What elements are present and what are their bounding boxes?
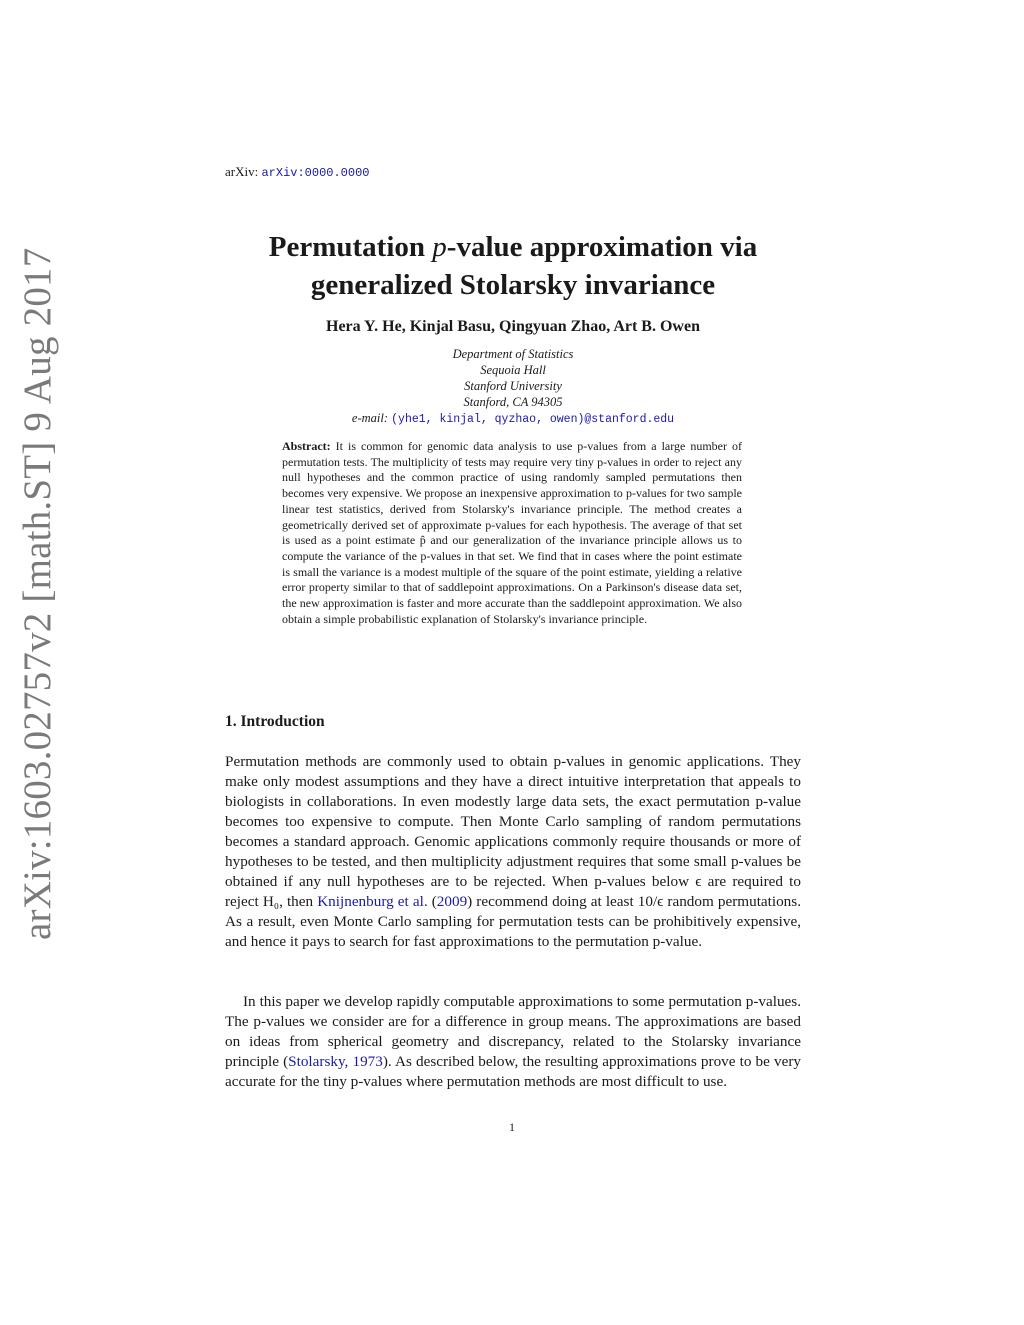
arxiv-identifier-line: [225, 164, 801, 180]
author-list: Hera Y. He, Kinjal Basu, Qingyuan Zhao, Art B. Owen: [326, 318, 700, 335]
affil-department: Department of Statistics: [452, 347, 574, 361]
affil-city: Stanford, CA 94305: [463, 395, 563, 409]
affil-email-line: [225, 410, 801, 428]
page-number: 1: [509, 1120, 515, 1134]
abstract-label: Abstract:: [282, 439, 331, 453]
arxiv-label: arXiv:: [225, 164, 259, 179]
abstract: [282, 439, 742, 627]
title-line-2: generalized Stolarsky invariance: [310, 269, 716, 301]
email-label: e-mail:: [351, 411, 389, 425]
affiliation-block: [225, 346, 801, 428]
intro-paragraph-1: Permutation methods are commonly used to obtain p-values in genomic applications. They make only modest assumptions and they have a direct intuitive interpretation that appeals to biologists in collaborations. In even modestly large data sets, the exact permutation p-value becomes too expensive to compute. Then Monte Carlo sampling of random permutations becomes a standard approach. Genomic applications commonly require thousands or more of hypotheses to be tested, and then multiplicity adjustment requires that some small p-values be obtained if any null hypotheses are to be rejected. When p-values below ϵ are required to reject H₀, then Knijnenburg et al. (2009) recommend doing at least 10/ϵ random permutations. As a result, even Monte Carlo sampling for permutation tests can be prohibitively expensive, and hence it pays to search for fast approximations to the permutation p-value.: [225, 753, 801, 950]
intro-paragraph-2: In this paper we develop rapidly computable approximations to some permutation p-values. The p-values we consider are for a difference in group means. The approximations are based on ideas from spherical geometry and discrepancy, related to the Stolarsky invariance principle (Stolarsky, 1973). As described below, the resulting approximations prove to be very accurate for the tiny p-values where permutation methods are most difficult to use.: [225, 993, 801, 1090]
title-line-1: Permutation p-value approximation via: [268, 231, 758, 263]
citation-stolarsky[interactable]: Stolarsky, 1973: [288, 1053, 383, 1070]
citation-knijnenburg[interactable]: Knijnenburg et al.: [317, 893, 428, 910]
citation-knijnenburg-year[interactable]: 2009: [436, 893, 468, 910]
arxiv-side-stamp: arXiv:1603.02757v2 [math.ST] 9 Aug 2017: [16, 247, 59, 940]
section-heading-introduction: 1. Introduction: [225, 713, 325, 730]
abstract-text: It is common for genomic data analysis to use p-values from a large number of permutation tests. The multiplicity of tests may require very tiny p-values in order to reject any null hypotheses and the common practice of using randomly sampled permutations then becomes very expensive. We propose an inexpensive approximation to p-values for two sample linear test statistics, derived from Stolarsky's invariance principle. The method creates a geometrically derived set of approximate p-values for each hypothesis. The average of that set is used as a point estimate p̂ and our generalization of the invariance principle allows us to compute the variance of the p-values in that set. We find that in cases where the point estimate is small the variance is a modest multiple of the square of the point estimate, yielding a relative error property similar to that of saddlepoint approximations. On a Parkinson's disease data set, the new approximation is faster and more accurate than the saddlepoint approximation. We also obtain a simple probabilistic explanation of Stolarsky's invariance principle.: [282, 439, 742, 626]
affil-building: Sequoia Hall: [480, 363, 546, 377]
email-link[interactable]: (yhe1, kinjal, qyzhao, owen)@stanford.edu: [391, 413, 675, 426]
affil-university: Stanford University: [464, 379, 562, 393]
paper-title: [225, 228, 801, 304]
arxiv-id-link[interactable]: arXiv:0000.0000: [261, 166, 370, 180]
